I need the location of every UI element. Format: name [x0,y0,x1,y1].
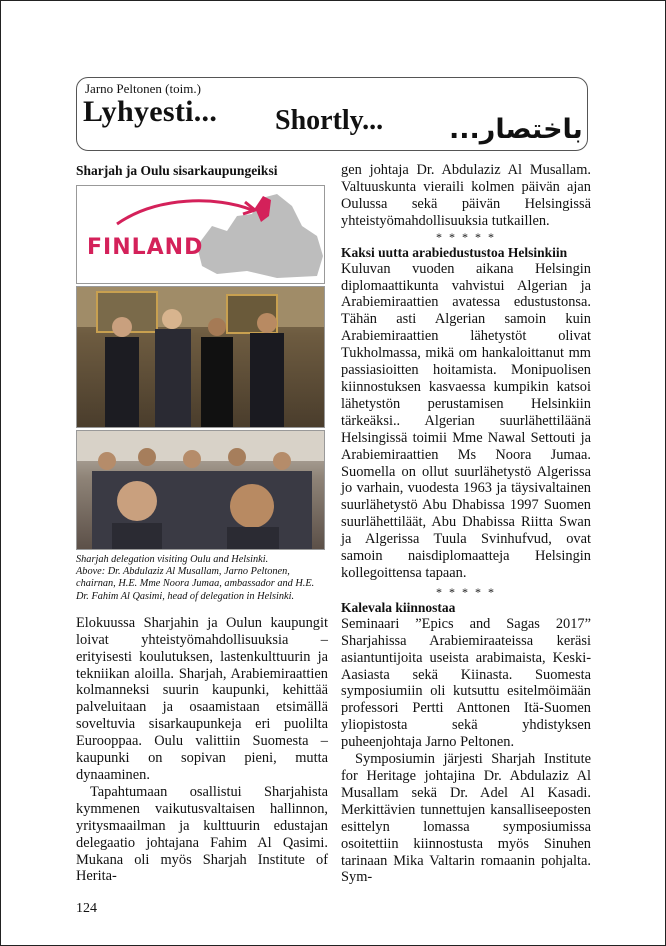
people-photo-icon [77,287,324,427]
right-column [341,162,591,886]
people-photo-icon [77,431,324,549]
paragraph: Seminaari ”Epics and Sagas 2017” Sharjahissa Arabiemiraateissa keräsi asiantuntijoita useista arabimaista, Keski-Aasiasta sekä Kiinasta. Suomesta symposiumiin oli kutsuttu esitelmöimään professori Pertti Anttonen Itä-Suomen yliopistosta sekä yhdistyksen puheenjohtaja Jarno Peltonen. [341,615,591,751]
title-arabic: باختصار... [449,114,583,145]
photo-caption [76,554,328,603]
page-number: 124 [76,901,97,916]
paragraph: Tapahtumaan osallistui Sharjahista kymmenen vaikutusvaltaisen hallinnon, yritysmaailman ja kulttuurin edustajan delegaatio johtajana Fahim Al Qasimi. Mukana oli myös Sharjah Institute of Herita- [76,783,328,885]
article-heading: Kaksi uutta arabiedustustoa Helsinkiin [341,244,568,260]
left-column [76,162,328,885]
group-photo-helsinki [76,286,325,428]
section-header [76,77,588,151]
paragraph: Symposiumin järjesti Sharjah Institute for Heritage johtajina Dr. Abdulaziz Al Musallam sekä Dr. Adel Al Kasadi. Merkittävien tunnettujen kansalliseeposten esittelyn lomassa symposiumissa osoitettiin kiinnostusta myös Sinuhen tarinaan Mika Valtarin romaanin pohjalta. Sym- [341,751,591,886]
map-label: FINLAND [87,235,204,260]
section-divider: * * * * * [436,584,496,599]
caption-line: Sharjah delegation visiting Oulu and Helsinki. [76,554,269,565]
article-heading: Sharjah ja Oulu sisarkaupungeiksi [76,163,278,178]
editor-credit: Jarno Peltonen (toim.) [85,81,201,96]
paragraph: gen johtaja Dr. Abdulaziz Al Musallam. Valtuuskunta vieraili kolmen päivän ajan Oulussa sekä päivän Helsingissä yhteistyömahdollisuuksia tutkaillen. [341,162,591,229]
section-divider: * * * * * [436,229,496,244]
europe-map-image [76,185,325,284]
paragraph: Elokuussa Sharjahin ja Oulun kaupungit loivat yhteistyömahdollisuuksia – erityisesti koulutuksen, lastenkulttuurin ja tekniikan aloilla. Sharjah, Arabiemiraattien kolmanneksi suurin kaupunki, kehittää palveluitaan ja osaamistaan etsimällä soveltuvia sisarkaupunkeja eri puolilta Eurooppaa. Oulu valittiin Suomesta – kaupunki on sopivan pieni, mutta dynaaminen. [76,614,328,783]
group-photo-oulu [76,430,325,550]
title-finnish: Lyhyesti... [83,95,218,128]
article-heading: Kalevala kiinnostaa [341,599,456,615]
caption-line: Above: Dr. Abdulaziz Al Musallam, Jarno Peltonen, chairnan, H.E. Mme Noora Jumaa, ambassador and H.E. Dr. Fahim Al Qasimi, head of delegation in Helsinki. [76,566,315,602]
paragraph: Kuluvan vuoden aikana Helsingin diplomaattikunta vahvistui Algerian ja Arabiemiraattien avatessa edustustonsa. Tähän asti Algerian samoin kuin Arabiemiraattien lähetystöt olivat Tukholmassa, mikä om hankaloittanut mm passiasioitten hoitamista. Monipuolisen kiinnostuksen kasvaessa kumpikin katsoi lähetystön perustamisen Helsinkiin tärkeäksi.. Algerian suurlähettiläänä Helsingissä toimii Mme Nawal Settouti ja Arabiemiraattien Ms Noora Jumaa. Suomella on ollut suurlähetystö Algerissa jo varhain, vuodesta 1963 ja täysivaltainen suurlähetystö Abu Dhabissa 1997 Suomen suurlähettiläät, Abu Dhabissa Riitta Swan ja Algerissa Tuula Svinhufvud, ovat samoin naisdiplomaatteja Helsingin kollegoittensa tapaan. [341,260,591,581]
title-english: Shortly... [275,105,384,136]
